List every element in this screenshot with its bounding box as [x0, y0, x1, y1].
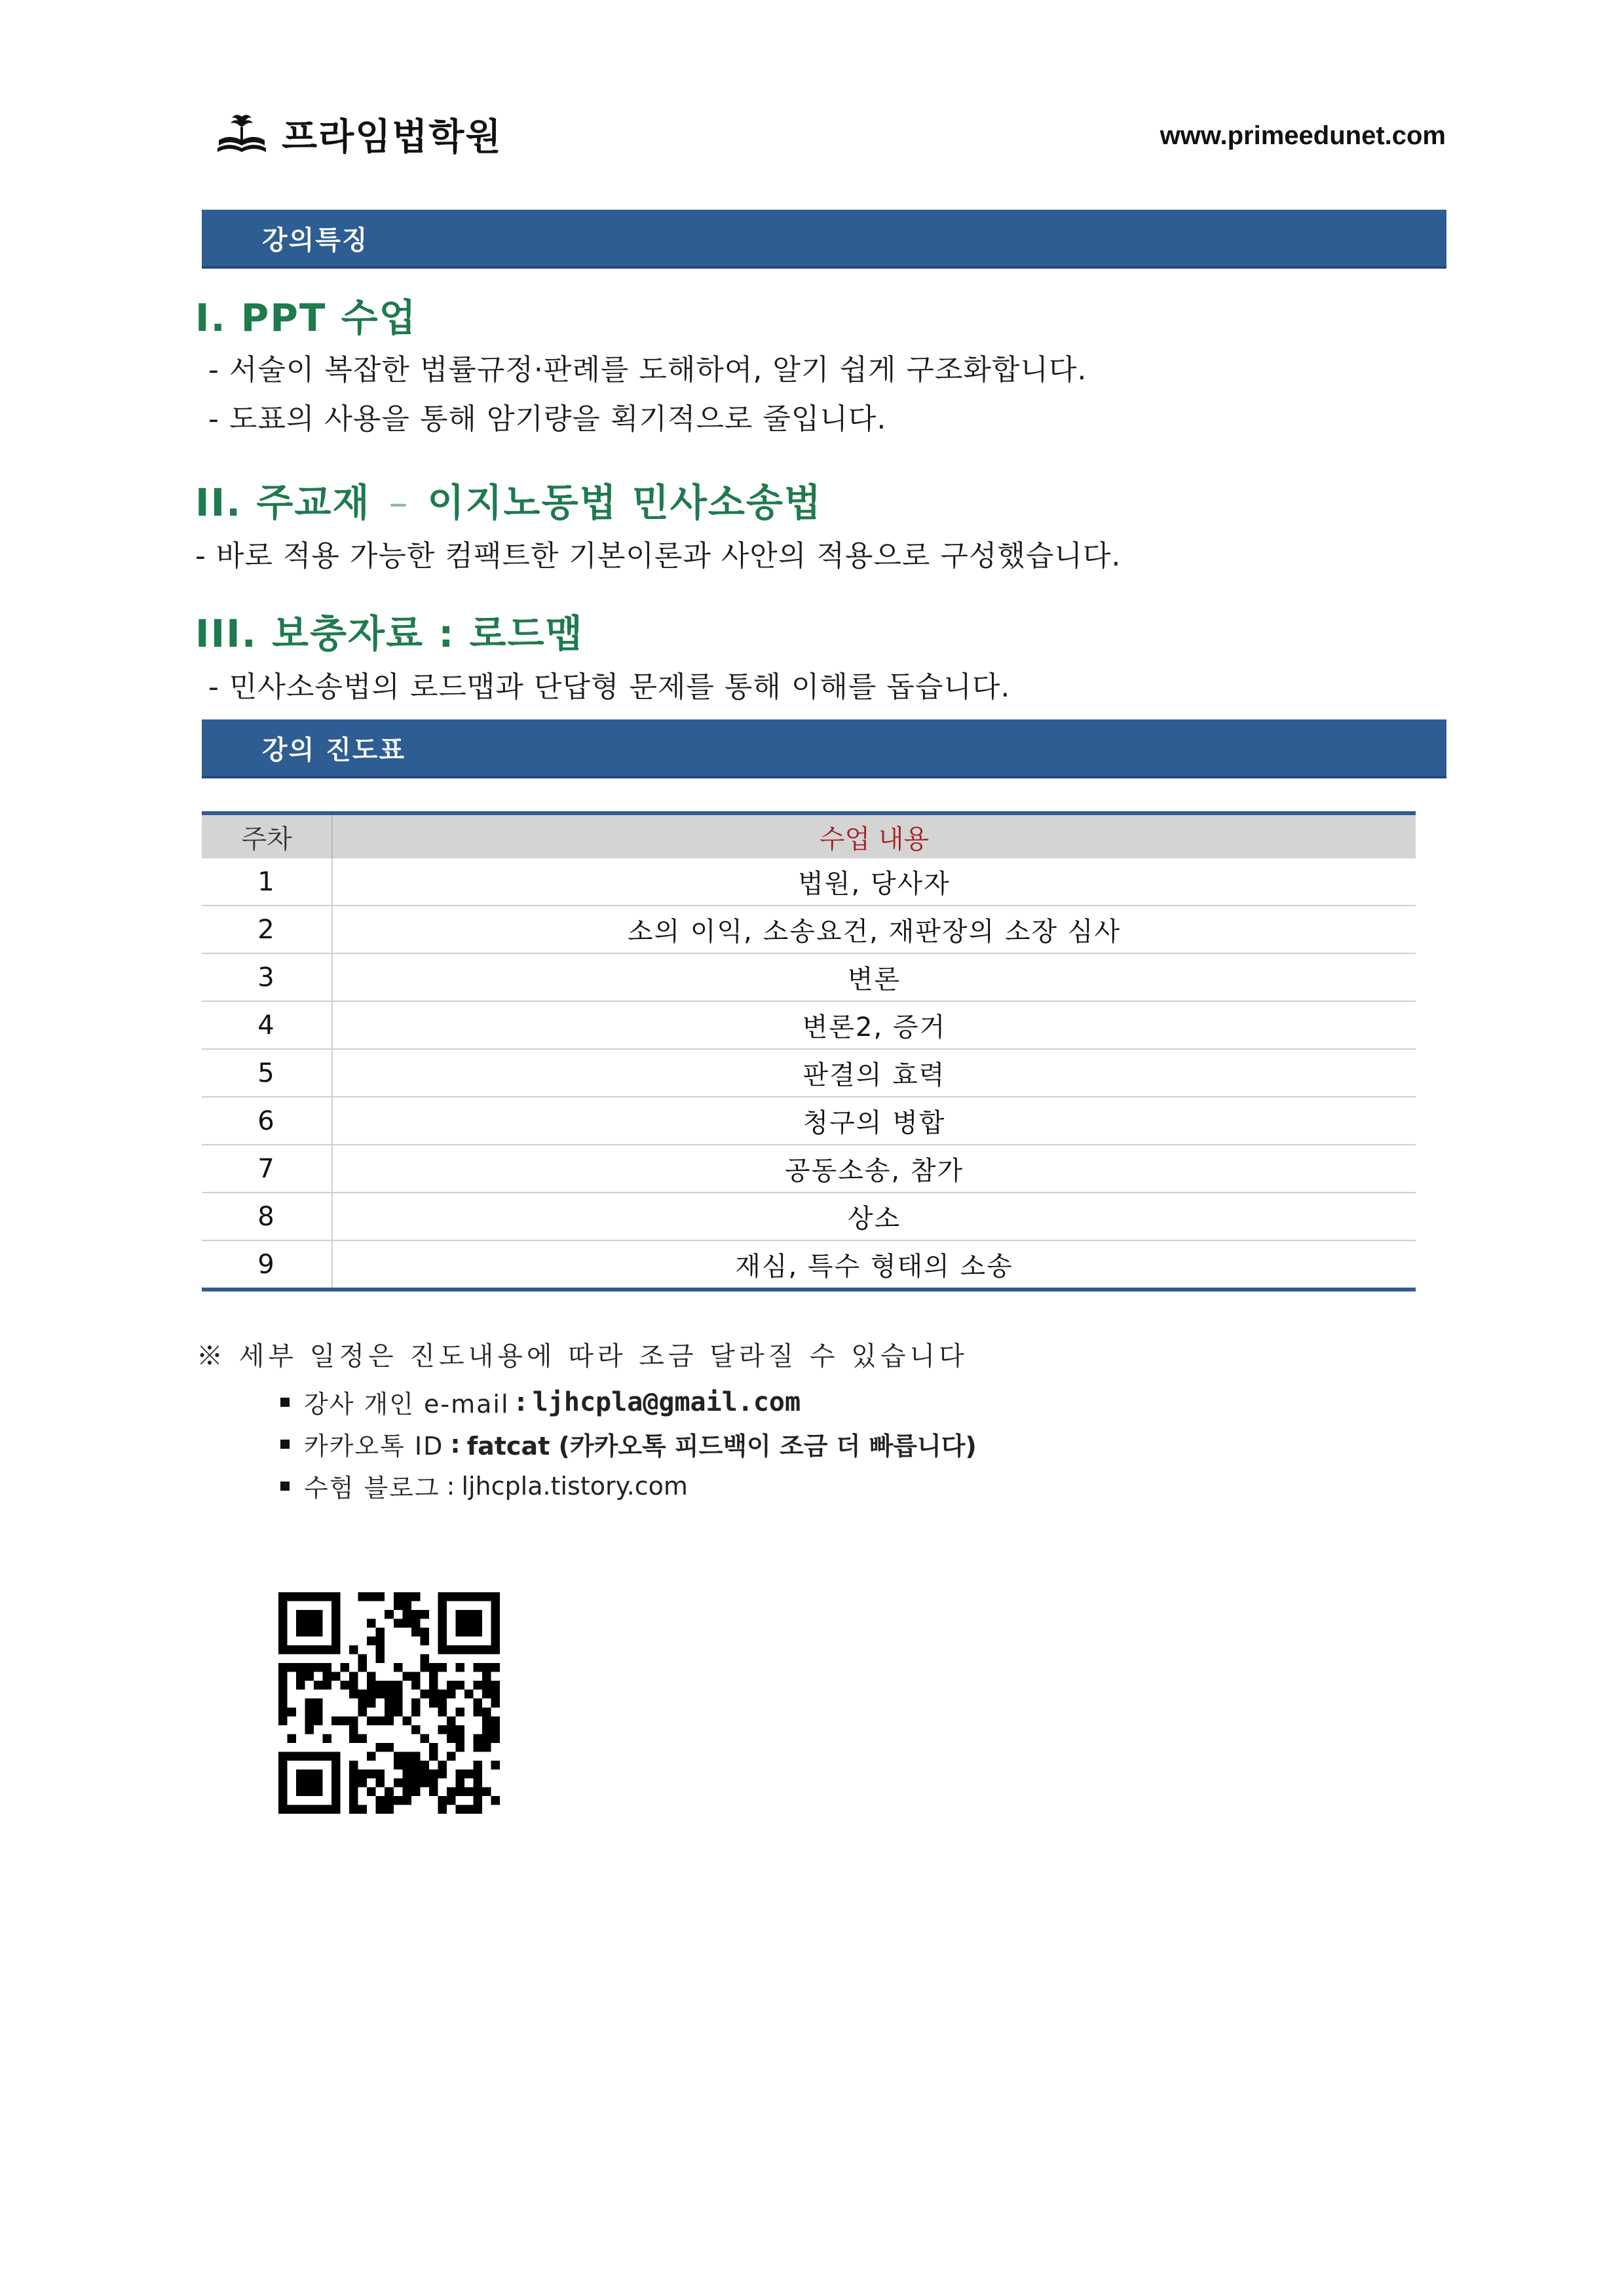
square-bullet-icon [280, 1398, 290, 1407]
feature-heading-ppt: I. PPT 수업 [195, 296, 417, 340]
content-cell: 변론2, 증거 [332, 1001, 1416, 1049]
content-cell: 변론 [332, 953, 1416, 1001]
contact-value[interactable]: ljhcpla@gmail.com [532, 1387, 801, 1417]
feature-heading-supplement: III. 보충자료 : 로드맵 [195, 611, 584, 656]
schedule-bar-title: 강의 진도표 [262, 735, 406, 765]
table-header-row [202, 813, 1416, 858]
feature-line: - 바로 적용 가능한 컴팩트한 기본이론과 사안의 적용으로 구성했습니다. [195, 539, 1122, 573]
brand-logo [216, 108, 502, 161]
table-row [202, 1097, 1416, 1145]
schedule-section-bar [202, 719, 1446, 778]
contact-label: 카카오톡 ID [304, 1432, 444, 1461]
contact-separator: : [516, 1387, 526, 1417]
feature-line: - 서술이 복잡한 법률규정·판례를 도해하여, 알기 쉽게 구조화합니다. [208, 353, 1087, 387]
contact-label: 강사 개인 e-mail [304, 1390, 510, 1419]
week-cell: 4 [202, 1001, 332, 1049]
content-cell: 청구의 병합 [332, 1097, 1416, 1145]
logo-text: 프라임법학원 [282, 116, 502, 159]
contact-value[interactable]: ljhcpla.tistory.com [461, 1471, 688, 1501]
feature-heading-textbook-part-b: 이지노동법 민사소송법 [427, 480, 822, 525]
heading-separator: – [388, 480, 409, 525]
table-row [202, 906, 1416, 953]
table-row [202, 953, 1416, 1001]
schedule-table [202, 811, 1416, 1292]
square-bullet-icon [280, 1440, 290, 1449]
week-cell: 5 [202, 1049, 332, 1097]
header-week: 주차 [202, 813, 332, 858]
site-url[interactable]: www.primeedunet.com [1160, 121, 1446, 150]
content-cell: 판결의 효력 [332, 1049, 1416, 1097]
week-cell: 8 [202, 1193, 332, 1240]
features-section-bar [202, 210, 1446, 269]
table-row [202, 1240, 1416, 1290]
content-cell: 법원, 당사자 [332, 858, 1416, 906]
feature-heading-textbook-part-a: II. 주교재 [195, 480, 371, 525]
content-cell: 재심, 특수 형태의 소송 [735, 1252, 1013, 1282]
week-cell: 3 [202, 953, 332, 1001]
contact-separator: : [446, 1471, 455, 1501]
content-cell: 소의 이익, 소송요건, 재판장의 소장 심사 [332, 906, 1416, 953]
contact-label: 수험 블로그 [304, 1474, 440, 1502]
contact-blog [280, 1468, 688, 1504]
open-book-icon [216, 111, 267, 157]
feature-heading-textbook [195, 472, 822, 527]
week-cell: 2 [202, 906, 332, 953]
week-cell: 7 [202, 1145, 332, 1193]
feature-line: - 민사소송법의 로드맵과 단답형 문제를 통해 이해를 돕습니다. [208, 670, 1011, 704]
table-row [202, 1049, 1416, 1097]
contact-separator: : [450, 1429, 461, 1459]
week-cell: 1 [202, 858, 332, 906]
week-cell: 6 [202, 1097, 332, 1145]
table-row [202, 1001, 1416, 1049]
feature-line: - 도표의 사용을 통해 암기량을 획기적으로 줄입니다. [208, 402, 887, 436]
schedule-note: ※ 세부 일정은 진도내용에 따라 조금 달라질 수 있습니다 [197, 1341, 968, 1371]
table-row [202, 1193, 1416, 1240]
content-cell: 공동소송, 참가 [332, 1145, 1416, 1193]
contact-email [280, 1384, 801, 1420]
contact-value: fatcat (카카오톡 피드백이 조금 더 빠릅니다) [466, 1432, 977, 1461]
qr-code-icon[interactable] [278, 1592, 500, 1814]
table-row [202, 1145, 1416, 1193]
table-row [202, 858, 1416, 906]
header-content: 수업 내용 [332, 813, 1416, 858]
contact-kakao [280, 1426, 977, 1462]
content-cell: 상소 [332, 1193, 1416, 1240]
features-bar-title: 강의특징 [262, 225, 369, 256]
week-cell: 9 [202, 1240, 332, 1290]
square-bullet-icon [280, 1482, 290, 1491]
